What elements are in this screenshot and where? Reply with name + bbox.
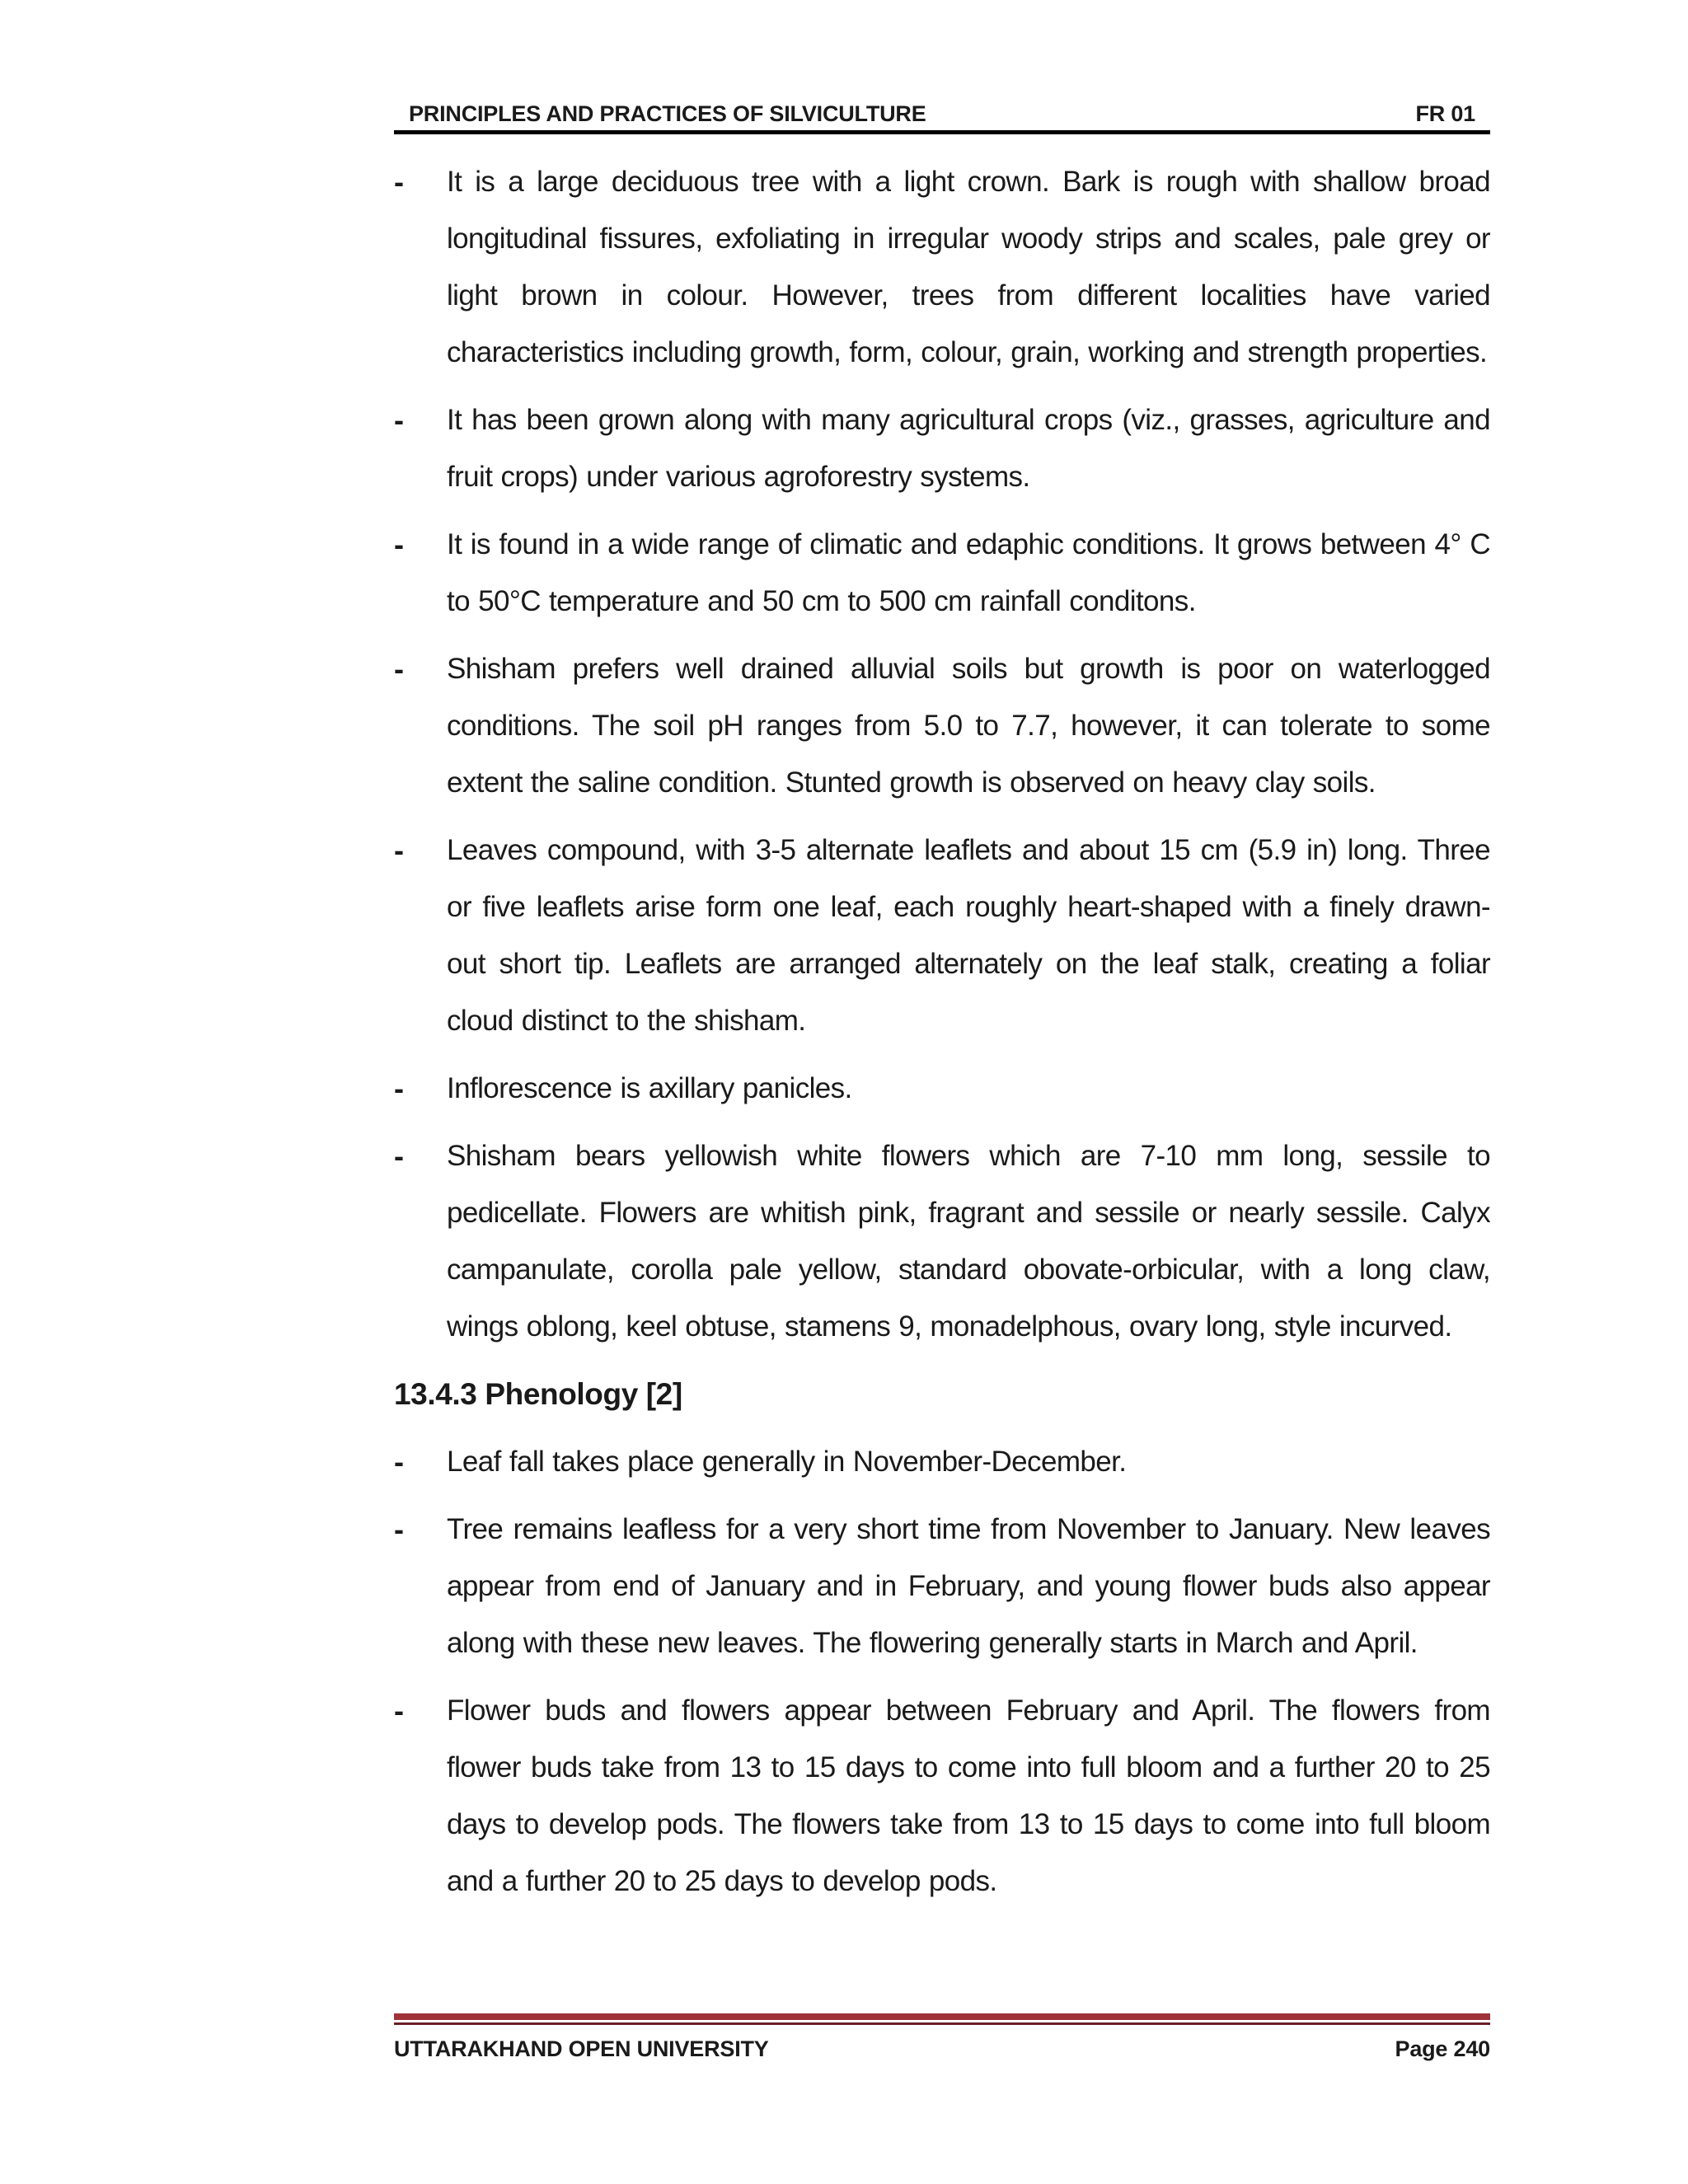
page-header (394, 96, 1490, 134)
list-item (394, 1682, 1490, 1910)
list-item-text: Leaf fall takes place generally in November-December. (447, 1446, 1127, 1478)
bullet-marker: - (394, 165, 404, 199)
list-item-text: Inflorescence is axillary panicles. (447, 1072, 852, 1104)
bullet-marker: - (394, 833, 404, 867)
list-item (394, 1127, 1490, 1355)
list-item (394, 391, 1490, 505)
bullet-list-characteristics (394, 153, 1490, 1355)
bullet-marker: - (394, 1694, 404, 1727)
list-item-text: It has been grown along with many agricultural crops (viz., grasses, agriculture and fruit crops) under various agroforestry systems. (447, 404, 1490, 493)
list-item-text: Shisham prefers well drained alluvial soils but growth is poor on waterlogged conditions. The soil pH ranges from 5.0 to 7.7, however, it can tolerate to some extent the saline condition. Stunted growth is observed on heavy clay soils. (447, 653, 1490, 799)
list-item (394, 1433, 1490, 1490)
list-item (394, 1060, 1490, 1117)
list-item-text: Leaves compound, with 3-5 alternate leaflets and about 15 cm (5.9 in) long. Three or five leaflets arise form one leaf, each roughly heart-shaped with a finely drawn-out short tip. Leaflets are arranged alternately on the leaf stalk, creating a foliar cloud distinct to the shisham. (447, 834, 1490, 1037)
list-item-text: It is a large deciduous tree with a light crown. Bark is rough with shallow broad longitudinal fissures, exfoliating in irregular woody strips and scales, pale grey or light brown in colour. However, trees from different localities have varied characteristics including growth, form, colour, grain, working and strength properties. (447, 166, 1490, 368)
bullet-marker: - (394, 1139, 404, 1173)
header-rule (394, 130, 1490, 134)
list-item (394, 1501, 1490, 1671)
bullet-marker: - (394, 652, 404, 686)
list-item-text: Shisham bears yellowish white flowers which are 7-10 mm long, sessile to pedicellate. Flowers are whitish pink, fragrant and sessile or nearly sessile. Calyx campanulate, corolla pale yellow, standard obovate-orbicular, with a long claw, wings oblong, keel obtuse, stamens 9, monadelphous, ovary long, style incurved. (447, 1140, 1490, 1343)
footer-row (394, 2025, 1490, 2062)
bullet-marker: - (394, 1512, 404, 1546)
page-footer (394, 2013, 1490, 2062)
list-item (394, 640, 1490, 811)
list-item (394, 822, 1490, 1049)
list-item-text: Flower buds and flowers appear between February and April. The flowers from flower buds take from 13 to 15 days to come into full bloom and a further 20 to 25 days to develop pods. The flowers take from 13 to 15 days to come into full bloom and a further 20 to 25 days to develop pods. (447, 1694, 1490, 1897)
list-item (394, 153, 1490, 381)
bullet-marker: - (394, 1445, 404, 1479)
footer-page-number: Page 240 (1395, 2036, 1490, 2061)
list-item-text: Tree remains leafless for a very short time from November to January. New leaves appear from end of January and in February, and young flower buds also appear along with these new leaves. The flowering generally starts in March and April. (447, 1513, 1490, 1659)
header-row (394, 96, 1490, 127)
bullet-marker: - (394, 403, 404, 437)
page-content (394, 153, 1490, 1920)
list-item-text: It is found in a wide range of climatic and edaphic conditions. It grows between 4° C to 50°C temperature and 50 cm to 500 cm rainfall conditons. (447, 528, 1490, 617)
footer-university: UTTARAKHAND OPEN UNIVERSITY (394, 2036, 769, 2061)
header-title: PRINCIPLES AND PRACTICES OF SILVICULTURE (409, 101, 926, 126)
bullet-list-phenology (394, 1433, 1490, 1910)
list-item (394, 516, 1490, 630)
header-course-code: FR 01 (1415, 101, 1475, 126)
bullet-marker: - (394, 1071, 404, 1105)
section-heading-phenology: 13.4.3 Phenology [2] (394, 1377, 682, 1411)
bullet-marker: - (394, 527, 404, 561)
footer-rule-thick (394, 2013, 1490, 2020)
